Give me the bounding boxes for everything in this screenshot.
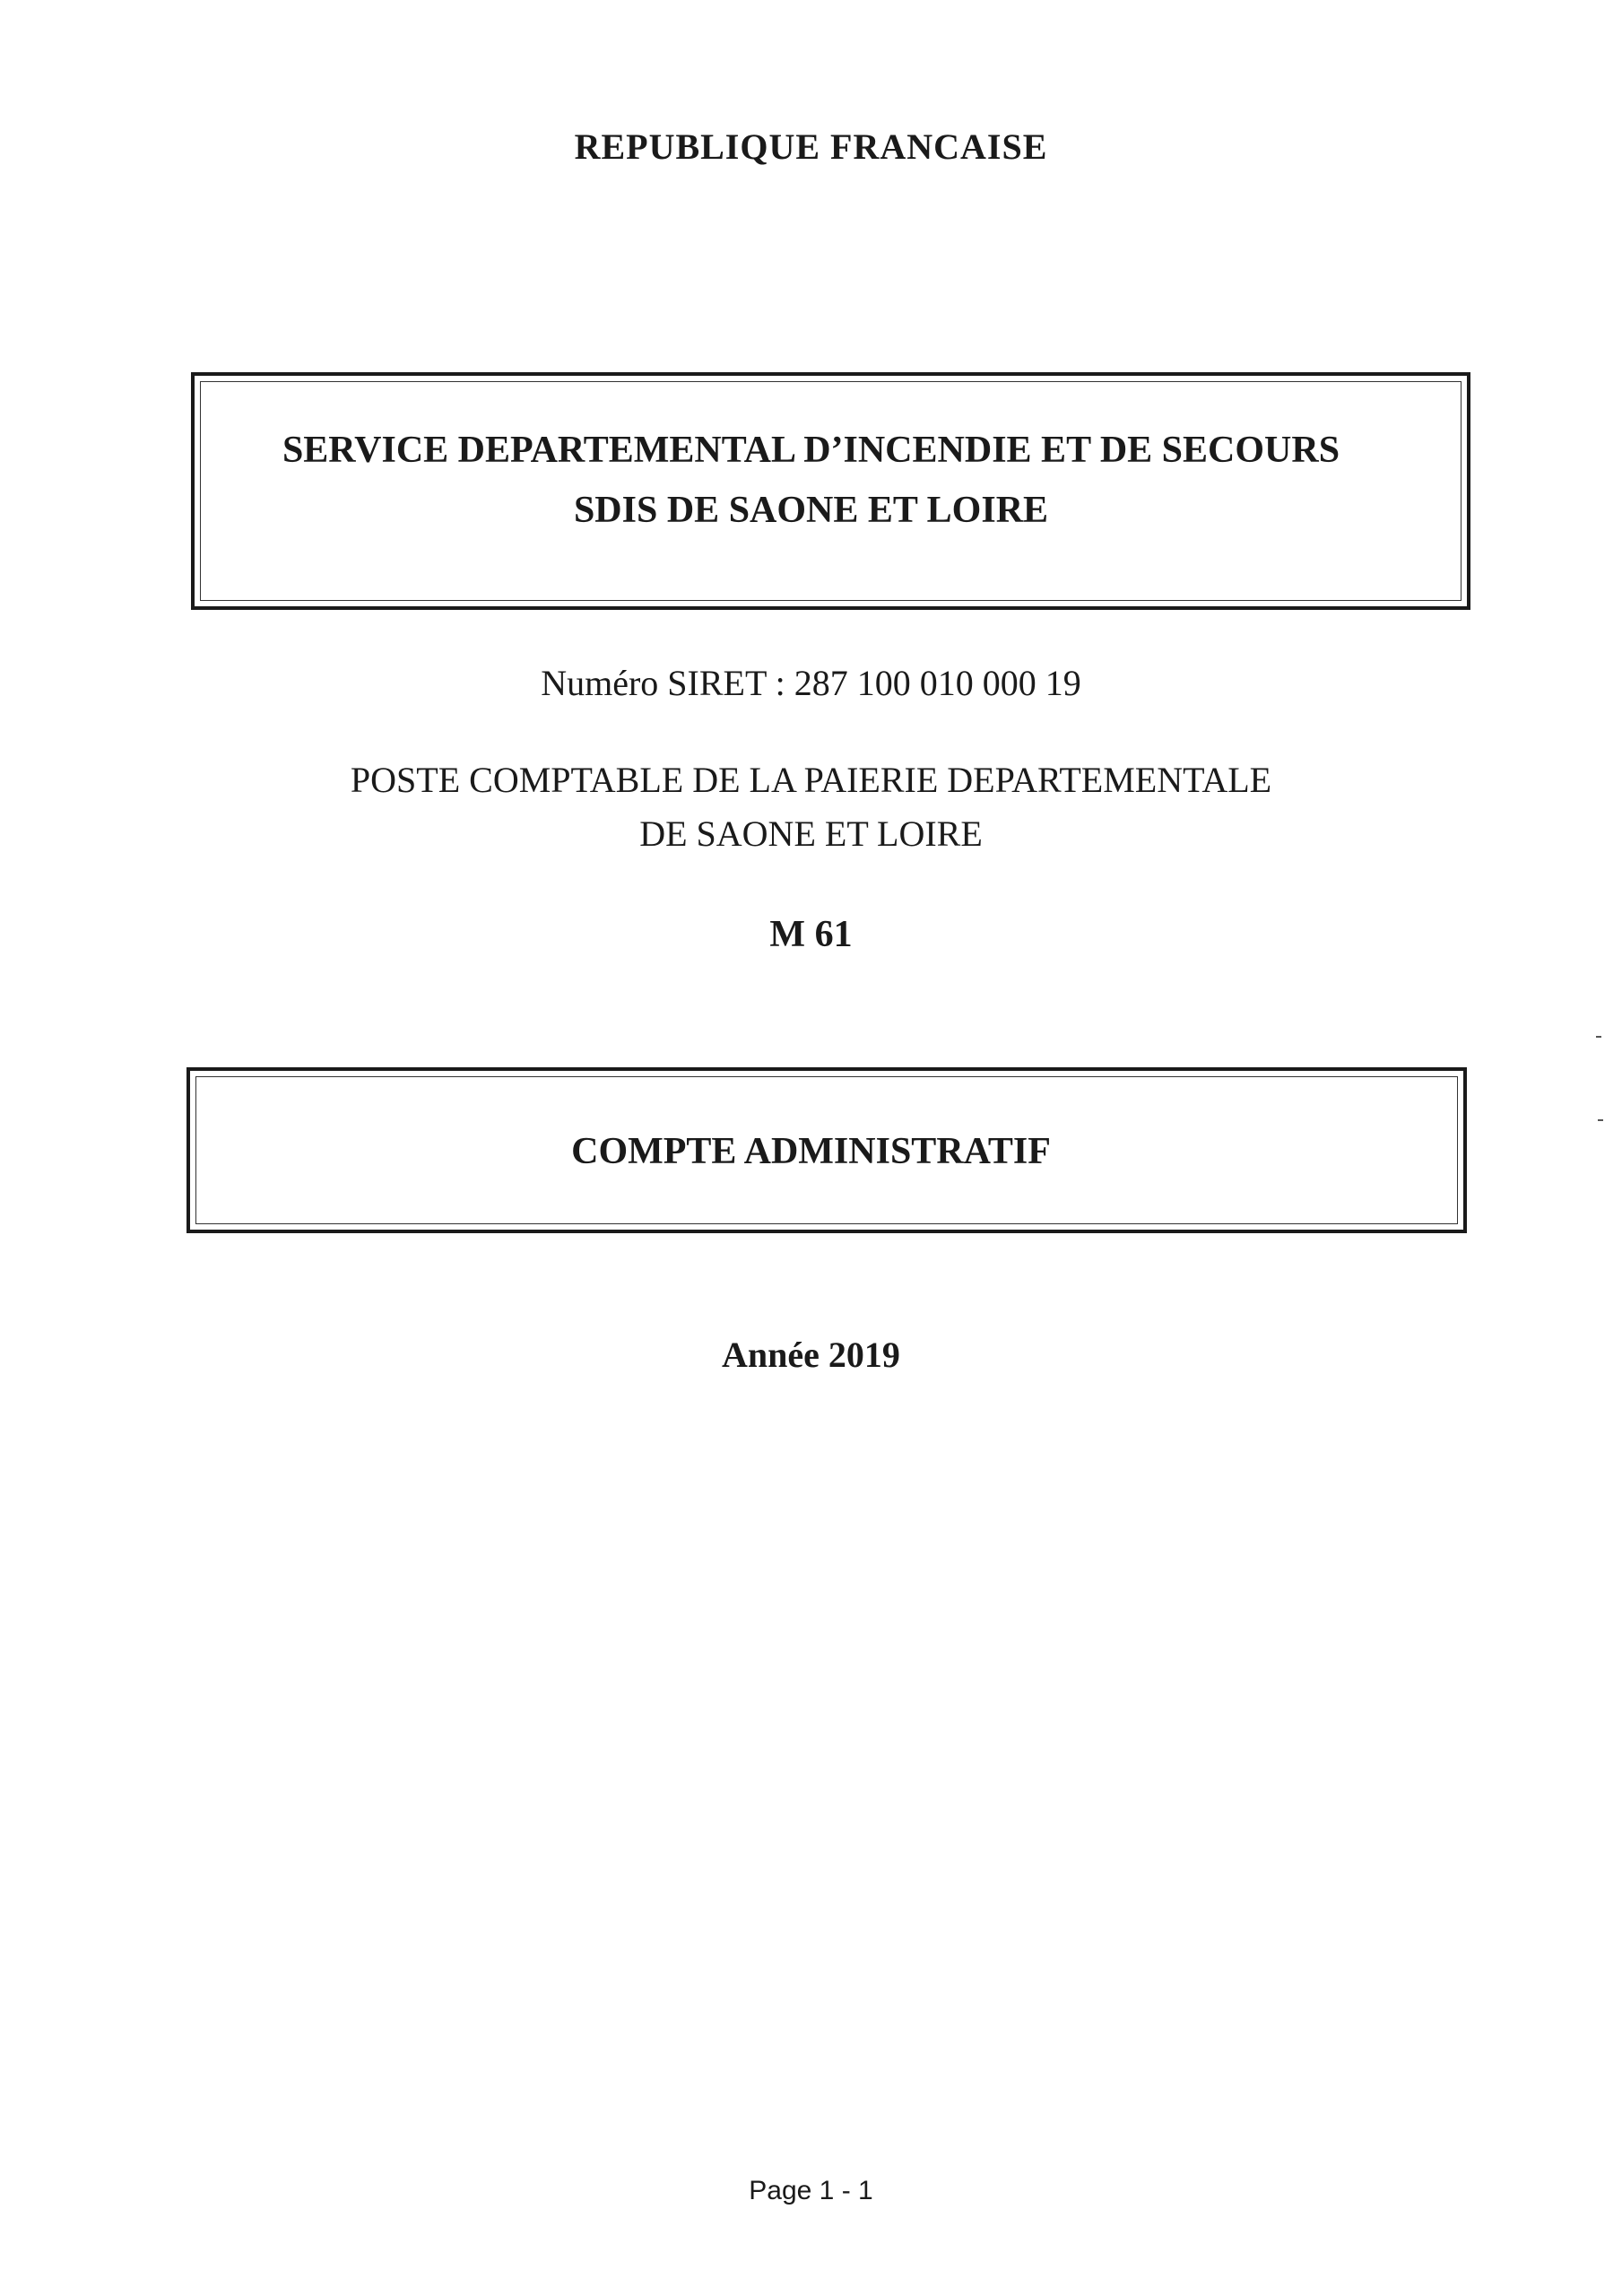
scan-speck	[1598, 1119, 1603, 1121]
document-title: COMPTE ADMINISTRATIF	[571, 1131, 1051, 1172]
siret-number: Numéro SIRET : 287 100 010 000 19	[541, 663, 1081, 703]
accounting-post-line-2: DE SAONE ET LOIRE	[639, 813, 983, 854]
organisation-subtitle: SDIS DE SAONE ET LOIRE	[573, 490, 1049, 531]
organisation-name: SERVICE DEPARTEMENTAL D’INCENDIE ET DE SECOURS	[282, 430, 1340, 471]
document-year: Année 2019	[722, 1335, 900, 1375]
nomenclature-code: M 61	[769, 914, 853, 955]
scan-speck	[1596, 1036, 1601, 1038]
page-number: Page 1 - 1	[749, 2176, 873, 2205]
republic-heading: REPUBLIQUE FRANCAISE	[574, 126, 1048, 167]
accounting-post-line-1: POSTE COMPTABLE DE LA PAIERIE DEPARTEMENTALE	[350, 760, 1272, 800]
